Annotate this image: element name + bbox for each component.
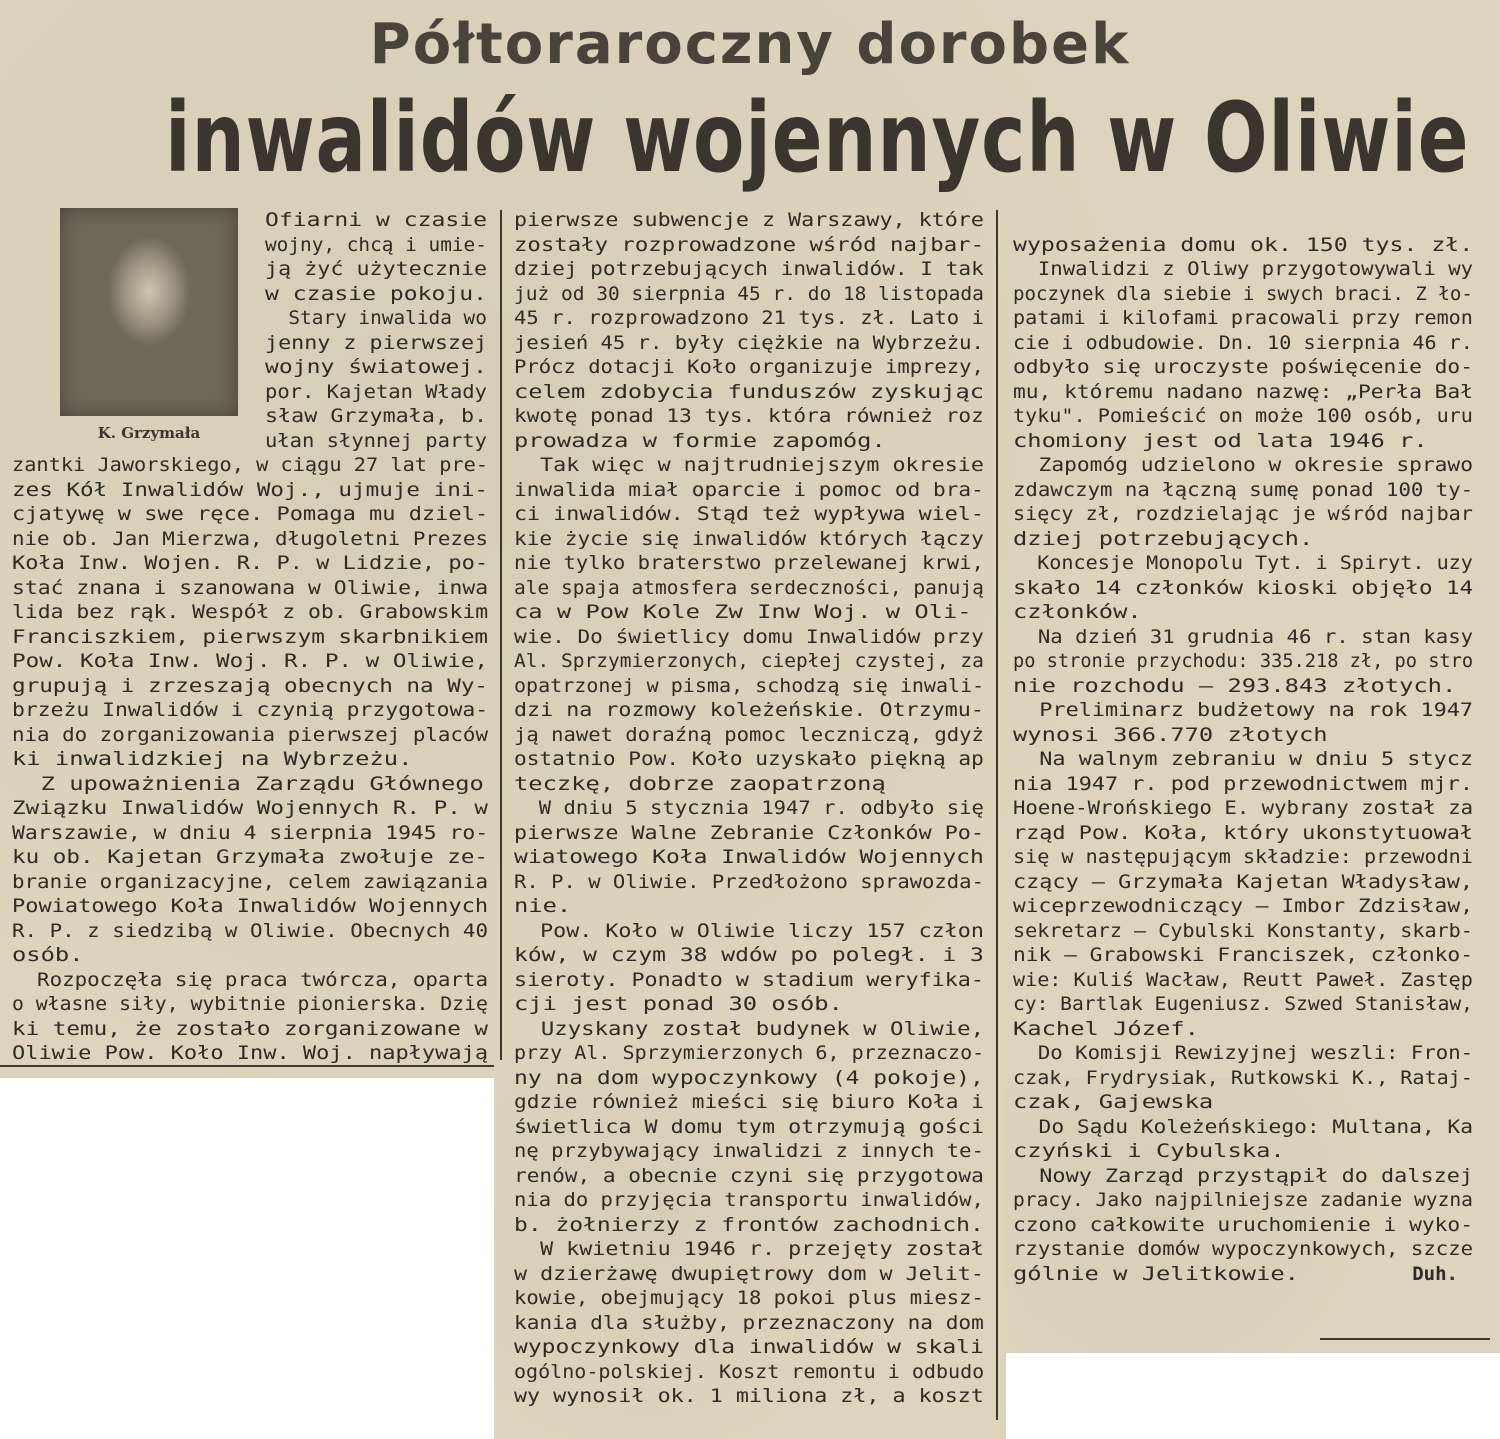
text-line: Do Komisji Rewizyjnej weszli: Fron- [1013, 1042, 1474, 1064]
text-line: cy: Bartlak Eugeniusz. Szwed Stanisław, [1013, 993, 1473, 1015]
text-line: rzystanie domów wypoczynkowych, szcze [1013, 1238, 1474, 1260]
text-line: Z upoważnienia Zarządu Głównego [12, 772, 484, 795]
text-line: nie ob. Jan Mierzwa, długoletni Prezes [12, 527, 488, 550]
text-line: Prócz dotacji Koło organizuje imprezy, [514, 356, 984, 378]
text-line: dziej potrzebujących inwalidów. I tak [514, 258, 984, 280]
text-line: Tak więc w najtrudniejszym okresie [514, 454, 984, 476]
text-line: patami i kilofami pracowali przy remon [1013, 307, 1473, 329]
text-line: czak, Frydrysiak, Rutkowski K., Rataj- [1013, 1066, 1473, 1089]
text-line: osób. [12, 944, 84, 966]
text-line: renów, a obecnie czyni się przygotowa [514, 1164, 984, 1187]
text-line: Stary inwalida wo [265, 307, 487, 329]
text-line: ale spaja atmosfera serdeczności, panują [514, 576, 984, 599]
text-line: pierwsze subwencje z Warszawy, które [514, 209, 984, 231]
text-line: w dzierżawę dwupiętrowy dom w Jelit- [514, 1262, 984, 1285]
text-line: prowadza w formie zapomóg. [514, 429, 886, 452]
text-line: wyposażenia domu ok. 150 tys. zł. [1013, 233, 1474, 256]
text-line: skało 14 członków kioski objęło 14 [1013, 576, 1474, 599]
text-line: cjatywę w swe ręce. Pomaga mu dziel- [12, 503, 489, 525]
text-line: nik — Grabowski Franciszek, członko- [1013, 944, 1473, 966]
text-line: nia do zorganizowania pierwszej placów [12, 723, 488, 746]
text-line: Hoene-Wrońskiego E. wybrany został za [1013, 797, 1474, 819]
text-line: R. P. w Oliwie. Przedłożono sprawozda- [514, 870, 984, 893]
text-line: cie i odbudowie. Dn. 10 sierpnia 46 r. [1013, 331, 1473, 354]
text-line: ków, w czym 38 wdów po poległ. i 3 [514, 944, 984, 966]
text-line: ją żyć użytecznie [265, 258, 488, 280]
text-line: jesień 45 r. były ciężkie na Wybrzeżu. [514, 331, 984, 354]
text-line: w czasie pokoju. [265, 282, 488, 305]
text-line: Powiatowego Koła Inwalidów Wojennych [12, 895, 489, 917]
text-line: odbyło się uroczyste poświęcenie do- [1013, 356, 1473, 378]
text-line: nie tylko braterstwo przelewanej krwi, [514, 552, 984, 574]
text-line: poczynek dla siebie i swych braci. Z ło- [1013, 282, 1473, 305]
column-divider-bottom-right [1320, 1338, 1490, 1340]
article-column-1-top [265, 208, 488, 453]
text-line: zes Kół Inwalidów Woj., ujmuje ini- [12, 478, 489, 501]
text-line: stać znana i szanowana w Oliwie, inwa [12, 576, 489, 599]
text-line: gólnie w Jelitkowie. [1013, 1262, 1299, 1285]
text-line: Al. Sprzymierzonych, ciepłej czystej, za [514, 650, 984, 672]
text-line: b. żołnierzy z frontów zachodnich. [514, 1213, 984, 1236]
text-line: kowie, obejmujący 18 pokoi plus miesz- [514, 1287, 984, 1309]
text-line: ją nawet doraźną pomoc leczniczą, gdyż [514, 723, 984, 746]
text-line: Franciszkiem, pierwszym skarbnikiem [12, 625, 489, 648]
text-line: Warszawie, w dniu 4 sierpnia 1945 ro- [12, 821, 489, 844]
text-line: kie życie się inwalidów których łączy [514, 527, 984, 550]
text-line: opatrzonej w pisma, schodzą się inwali- [514, 674, 985, 697]
text-line: sieroty. Ponadto w stadium weryfika- [514, 968, 984, 991]
text-line: rząd Pow. Koła, który ukonstytuował [1013, 821, 1474, 844]
text-line: ki temu, że zostało zorganizowane w [12, 1017, 489, 1040]
text-line: wynosi 366.770 złotych [1013, 723, 1328, 746]
headline-line-2: inwalidów wojennych w Oliwie [165, 82, 1470, 194]
text-line: W dniu 5 stycznia 1947 r. odbyło się [514, 797, 984, 819]
text-line: Nowy Zarząd przystąpił do dalszej [1013, 1164, 1474, 1187]
text-line: cji jest ponad 30 osób. [514, 993, 843, 1015]
text-line: teczkę, dobrze zaopatrzoną [514, 772, 886, 795]
text-line: już od 30 sierpnia 45 r. do 18 listopada [514, 282, 984, 305]
text-line: się w następującym składzie: przewodni [1013, 846, 1473, 868]
text-line: czono całkowite uruchomienie i wyko- [1013, 1213, 1473, 1236]
text-line: grupują i zrzeszają obecnych na Wy- [12, 674, 489, 697]
photo-caption: K. Grzymała [97, 424, 201, 442]
text-line: 45 r. rozprowadzono 21 tys. zł. Lato i [514, 307, 984, 329]
text-line: ny na dom wypoczynkowy (4 pokoje), [514, 1066, 984, 1089]
text-line: o własne siły, wybitnie pionierska. Dzię [12, 993, 488, 1015]
text-line: ułan słynnej party [265, 429, 487, 452]
text-line: kwotę ponad 13 tys. która również roz [514, 405, 984, 427]
text-line: członków. [1013, 601, 1142, 623]
text-line: ostatnio Pow. Koło uzyskało piękną ap [514, 748, 984, 770]
text-line: branie organizacyjne, celem zawiązania [12, 870, 488, 893]
text-line: Uzyskany został budynek w Oliwie, [514, 1017, 985, 1040]
column-divider-1 [500, 210, 502, 1060]
text-line: Na walnym zebraniu w dniu 5 stycz [1013, 748, 1474, 770]
text-line: sięcy zł, rozdzielając je wśród najbar [1013, 503, 1473, 525]
article-column-2 [514, 208, 985, 1409]
text-line: Do Sądu Koleżeńskiego: Multana, Ka [1013, 1115, 1473, 1138]
text-line: wiceprzewodniczący — Imbor Zdzisław, [1013, 895, 1473, 917]
text-line: wiatowego Koła Inwalidów Wojennych [514, 846, 984, 868]
text-line: inwalida miał oparcie i pomoc od bra- [514, 478, 984, 501]
text-line: zostały rozprowadzone wśród najbar- [514, 233, 985, 256]
text-line: po stronie przychodu: 335.218 zł, po stro [1013, 650, 1474, 672]
text-line: tyku". Pomieścić on może 100 osób, uru [1013, 405, 1473, 427]
text-line: Rozpoczęła się praca twórcza, oparta [12, 968, 488, 991]
text-line: wie. Do świetlicy domu Inwalidów przy [514, 625, 984, 648]
text-line: nia 1947 r. pod przewodnictwem mjr. [1013, 772, 1474, 795]
text-line: zdawczym na łączną sumę ponad 100 ty- [1013, 478, 1474, 501]
text-line: Koncesje Monopolu Tyt. i Spiryt. uzy [1013, 552, 1473, 574]
text-line: lida bez rąk. Wespół z ob. Grabowskim [12, 601, 489, 623]
text-line: Zapomóg udzielono w okresie sprawo [1013, 454, 1473, 476]
text-line: wy wynosił ok. 1 miliona zł, a koszt [514, 1385, 984, 1407]
portrait-photo [60, 208, 238, 416]
text-line: pracy. Jako najpilniejsze zadanie wyzna [1013, 1189, 1473, 1211]
text-line: Pow. Koła Inw. Woj. R. P. w Oliwie, [12, 650, 489, 672]
text-line: nia do przyjęcia transportu inwalidów, [514, 1189, 984, 1211]
text-line: nie rozchodu — 293.843 złotych. [1013, 674, 1457, 697]
text-line: ca w Pow Kole Zw Inw Woj. w Oli- [514, 601, 972, 623]
text-line: ki inwalidzkiej na Wybrzeżu. [12, 748, 413, 770]
text-line: wojny, chcą i umie- [265, 233, 487, 256]
text-line: dzi na rozmowy koleżeńskie. Otrzymu- [514, 699, 984, 721]
text-line: Związku Inwalidów Wojennych R. P. w [12, 797, 489, 819]
text-line: Na dzień 31 grudnia 46 r. stan kasy [1013, 625, 1474, 648]
text-line: Inwalidzi z Oliwy przygotowywali wy [1013, 258, 1474, 280]
text-line: czący — Grzymała Kajetan Władysław, [1013, 870, 1474, 893]
text-line: czak, Gajewska [1013, 1091, 1214, 1113]
text-line: celem zdobycia funduszów zyskując [514, 380, 984, 403]
article-column-1-bottom [12, 453, 489, 1066]
text-line: czyński i Cybulska. [1013, 1140, 1285, 1162]
text-line: ci inwalidów. Stąd też wypływa wiel- [514, 503, 984, 525]
text-line: chomiony jest od lata 1946 r. [1013, 429, 1428, 452]
headline-line-1: Półtoraroczny dorobek [369, 12, 1131, 77]
text-line: brzeżu Inwalidów i czynią przygotowa- [12, 699, 489, 721]
column-divider-2 [996, 210, 998, 1420]
text-line: wojny światowej. [265, 356, 488, 378]
text-line: por. Kajetan Włady [265, 380, 487, 403]
text-line: świetlica W domu tym otrzymują gości [514, 1115, 984, 1138]
text-line: Ofiarni w czasie [265, 209, 488, 231]
text-line: dziej potrzebujących. [1013, 527, 1314, 550]
text-line: Koła Inw. Wojen. R. P. w Lidzie, po- [12, 552, 489, 574]
article-column-3 [1013, 208, 1482, 1286]
text-line: R. P. z siedzibą w Oliwie. Obecnych 40 [12, 919, 488, 942]
text-line: wie: Kuliś Wacław, Reutt Paweł. Zastęp [1013, 968, 1473, 991]
text-line: W kwietniu 1946 r. przejęty został [514, 1238, 984, 1260]
text-line: sław Grzymała, b. [265, 405, 488, 427]
text-line: Kachel Józef. [1013, 1017, 1199, 1040]
text-line: kania dla służby, przeznaczony na dom [514, 1311, 984, 1334]
text-line: Preliminarz budżetowy na rok 1947 [1013, 699, 1474, 721]
text-line: ku ob. Kajetan Grzymała zwołuje ze- [12, 846, 489, 868]
text-line: pierwsze Walne Zebranie Członków Po- [514, 821, 984, 844]
text-line: zantki Jaworskiego, w ciągu 27 lat pre- [12, 454, 489, 476]
text-line: przy Al. Sprzymierzonych 6, przeznaczo- [514, 1042, 985, 1064]
text-line: Oliwie Pow. Koło Inw. Woj. napływają [12, 1042, 489, 1064]
text-line: ogólno-polskiej. Koszt remontu i odbudo [514, 1360, 985, 1383]
text-line: nę przybywający inwalidzi z innych te- [514, 1140, 984, 1162]
text-line: Pow. Koło w Oliwie liczy 157 człon [514, 919, 984, 942]
text-line: jenny z pierwszej [265, 331, 488, 354]
text-line: nie. [514, 895, 572, 917]
text-line: gdzie również mieści się biuro Koła i [514, 1091, 984, 1113]
text-line: sekretarz — Cybulski Konstanty, skarb- [1013, 919, 1473, 942]
text-line: mu, któremu nadano nazwę: „Perła Bał [1013, 380, 1473, 403]
text-line: wypoczynkowy dla inwalidów w skali [514, 1336, 984, 1358]
author-signature: Duh. [1412, 1262, 1458, 1285]
